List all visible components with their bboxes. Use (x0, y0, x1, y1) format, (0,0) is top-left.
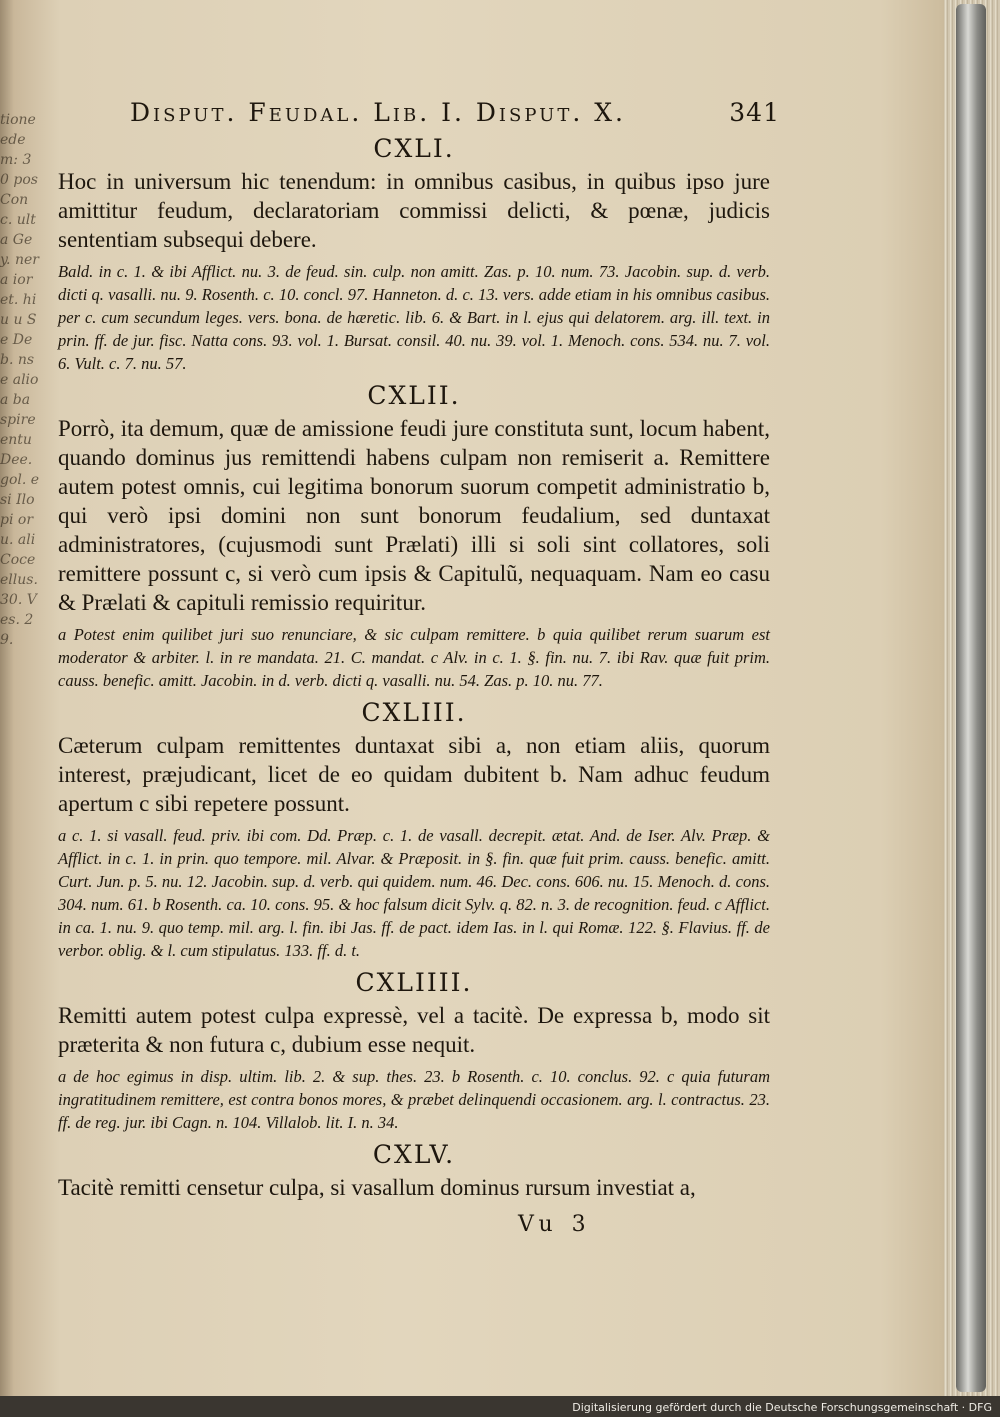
section-heading: CXLIII. (361, 698, 467, 727)
page-number: 341 (729, 98, 780, 127)
section-heading: CXLI. (373, 134, 455, 163)
section-notes: a c. 1. si vasall. feud. priv. ibi com. Dd. Præp. c. 1. de vasall. decrepit. ætat. And. de Iser. Alv. Præp. & Afflict. in c. 1. in prin. quo tempore. mil. Alvar. & Præposit. in §. fin. quæ fuit prim. causs. benefic. amitt. Curt. Jun. p. 5. nu. 12. Jacobin. sup. d. verb. qui quidem. num. 46. Dec. cons. 606. nu. 15. Menoch. d. cons. 304. num. 61. b Rosenth. ca. 10. cons. 95. & hoc falsum dicit Sylv. q. 82. n. 3. de recognition. feud. c Afflict. in ca. 1. nu. 9. quo temp. mil. arg. l. fin. ibi Jas. ff. de pact. idem Ias. in l. qui Romæ. 122. §. Flavius. ff. de verbor. oblig. & l. cum stipulatus. 133. ff. d. t. (58, 826, 770, 960)
section-notes: Bald. in c. 1. & ibi Afflict. nu. 3. de feud. sin. culp. non amitt. Zas. p. 10. num. 73. Jacobin. sup. d. verb. dicti q. vasalli. nu. 9. Rosenth. c. 10. concl. 97. Hanneton. d. c. 13. vers. adde etiam in his omnibus casibus. per c. cum secundum leges. vers. bona. de hæretic. lib. 6. & Bart. in l. ejus qui delatorem. arg. ill. text. in prin. ff. de jur. fisc. Natta cons. 93. vol. 1. Bursat. consil. 40. nu. 39. vol. 1. Menoch. cons. 534. nu. 7. vol. 6. Vult. c. 7. nu. 57. (58, 262, 770, 373)
page-content (58, 88, 780, 1242)
book-clamp (956, 4, 986, 1392)
section-heading: CXLII. (367, 381, 461, 410)
section-notes: a Potest enim quilibet juri suo renunciare, & sic culpam remittere. b quia quilibet rerum suarum est moderator & arbiter. l. in re mandata. 21. C. mandat. c Alv. in c. 1. §. fin. nu. 7. ibi Rav. quæ fuit prim. causs. benefic. amitt. Jacobin. in d. verb. dicti q. vasalli. nu. 54. Zas. p. 10. nu. 77. (58, 625, 770, 690)
section-body: Hoc in universum hic tenendum: in omnibus casibus, in quibus ipso jure amittitur feudum, declaratoriam commissi delicti, & pœnæ, judicis sententiam subsequi debere. (58, 169, 770, 252)
section-body: Remitti autem potest culpa expressè, vel a tacitè. De expressa b, modo sit præterita & non futura c, dubium esse nequit. (58, 1003, 770, 1057)
running-header (58, 88, 780, 132)
page-footer (58, 1208, 770, 1242)
digitization-credit: Digitalisierung gefördert durch die Deutsche Forschungsgemeinschaft · DFG (572, 1401, 992, 1414)
section-body: Porrò, ita demum, quæ de amissione feudi jure constituta sunt, locum habent, quando dominus jus remittendi habens culpam non remiserit a. Remittere autem potest omnis, cui legitima bonorum suorum competit administratio b, qui verò ipsi domini non sunt bonorum feudalium, sed duntaxat administratores, (cujusmodi sunt Prælati) illi si soli sint collatores, soli remittere possunt c, si verò cum ipsis & Capitulũ, nequaquam. Nam eo casu & Prælati & capituli remissio requiritur. (58, 416, 770, 615)
signature-mark: Vu 3 (518, 1212, 592, 1237)
section-body: Tacitè remitti censetur culpa, si vasallum dominus rursum investiat a, (58, 1175, 696, 1200)
section-heading: CXLV. (372, 1140, 456, 1169)
running-title: Disput. Feudal. Lib. I. Disput. X. (130, 98, 626, 127)
section-heading: CXLIIII. (355, 968, 473, 997)
section-body: Cæterum culpam remittentes duntaxat sibi a, non etiam aliis, quorum interest, præjudicant, licet de eo quidam dubitent b. Nam adhuc feudum apertum c sibi repetere possunt. (58, 733, 770, 816)
section-notes: a de hoc egimus in disp. ultim. lib. 2. & sup. thes. 23. b Rosenth. c. 10. conclus. 92. c quia futuram ingratitudinem remittere, est contra bonos mores, & præbet delinquendi occasionem. arg. l. contractus. 23. ff. de reg. jur. ibi Cagn. n. 104. Villalob. lit. I. n. 34. (58, 1067, 770, 1132)
facing-page-fragment: tione ede m: 30 pos Conc. ulta Gey. nera ioret. hiu u Se Deb. nse alio a ba spire entu Dee. gol. esi Ilo pi oru. ali Coce ellus. 30. Ves. 29. (0, 112, 40, 648)
